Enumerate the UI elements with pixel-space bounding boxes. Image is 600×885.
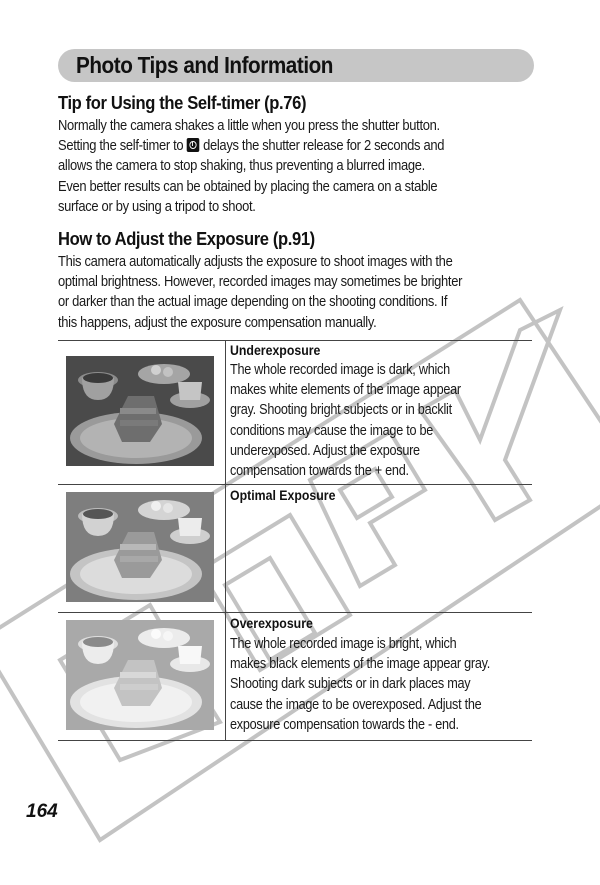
text-line: allows the camera to stop shaking, thus preventing a blurred image. [58,158,425,175]
text-line: makes black elements of the image appear gray. [230,656,491,673]
text-line: surface or by using a tripod to shoot. [58,198,256,215]
text-line: cause the image to be overexposed. Adjust the [230,696,482,713]
text-line: underexposed. Adjust the exposure [230,442,420,459]
text-line: gray. Shooting bright subjects or in backlit [230,402,452,419]
self-timer-paragraph [58,116,534,217]
text-line: The whole recorded image is bright, which [230,636,457,652]
underexposure-photo [66,356,214,466]
optimal-exposure-title: Optimal Exposure [230,487,336,503]
table-divider [58,740,532,741]
text-fragment: delays the shutter release for 2 seconds and [203,138,445,155]
underexposure-description [230,360,492,481]
text-line: this happens, adjust the exposure compensation manually. [58,314,377,331]
text-line: Shooting dark subjects or in dark places may [230,676,471,693]
table-divider [58,612,532,613]
text-line: Even better results can be obtained by placing the camera on a stable [58,178,438,195]
text-line [58,136,486,156]
text-line: The whole recorded image is dark, which [230,362,450,378]
section-heading-self-timer: Tip for Using the Self-timer (p.76) [58,93,307,113]
text-line: or darker than the actual image depending on the shooting conditions. If [58,294,448,311]
table-divider [58,340,532,341]
overexposure-title: Overexposure [230,615,313,631]
text-line: exposure compensation towards the - end. [230,716,459,733]
page-number: 164 [26,801,58,822]
text-line: Normally the camera shakes a little when you press the shutter button. [58,118,440,134]
text-line: compensation towards the + end. [230,463,409,480]
text-line: This camera automatically adjusts the exposure to shoot images with the [58,254,453,270]
underexposure-title: Underexposure [230,342,321,358]
exposure-paragraph [58,252,534,333]
self-timer-icon [187,138,200,152]
text-line: optimal brightness. However, recorded images may sometimes be brighter [58,274,463,291]
overexposure-description [230,634,526,735]
text-fragment: Setting the self-timer to [58,138,184,155]
page-title: Photo Tips and Information [76,52,334,78]
overexposure-photo [66,620,214,730]
table-column-divider [225,340,226,740]
table-divider [58,484,532,485]
text-line: makes white elements of the image appear [230,382,461,399]
section-heading-exposure: How to Adjust the Exposure (p.91) [58,229,315,249]
text-line: conditions may cause the image to be [230,422,434,439]
optimal-exposure-photo [66,492,214,602]
